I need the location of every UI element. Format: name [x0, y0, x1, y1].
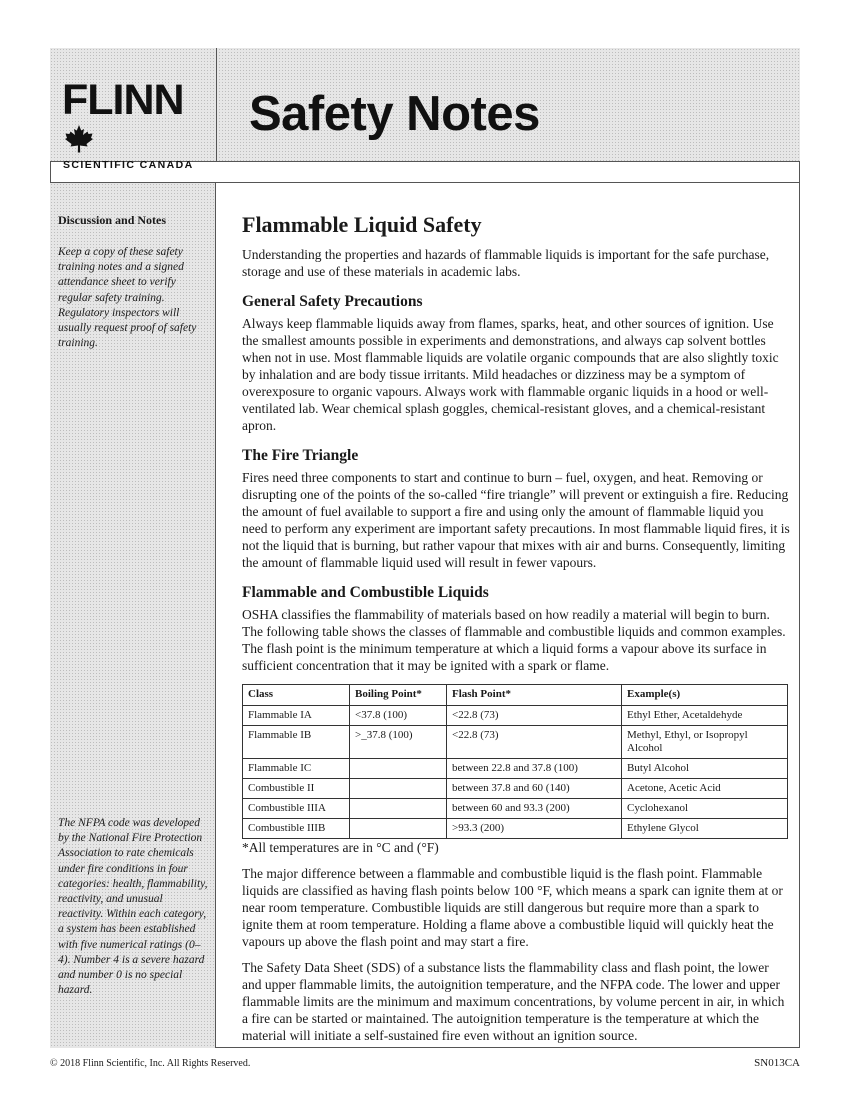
table-row: [243, 759, 788, 779]
footer-copyright: © 2018 Flinn Scientific, Inc. All Rights Reserved.: [50, 1058, 251, 1069]
table-cell: <22.8 (73): [447, 726, 622, 759]
table-row: [243, 779, 788, 799]
header-divider: [216, 48, 217, 161]
header-banner: [50, 48, 800, 171]
table-cell: Flammable IB: [243, 726, 350, 759]
table-cell: Butyl Alcohol: [622, 759, 788, 779]
table-cell: >_37.8 (100): [350, 726, 447, 759]
section-body-general: Always keep flammable liquids away from flames, sparks, heat, and other sources of ignition. Use the smallest amounts possible in experiments and demonstrations, and always cap solvent bottles when not in use. Most flammable liquids are volatile organic compounds that are also slightly toxic by inhalation and are body tissue irritants. Mild headaches or dizziness may be a symptom of overexposure to organic vapours. Always work with flammable organic liquids in a hood or well-ventilated lab. Wear chemical splash goggles, chemical-resistant gloves, and a chemical-resistant apron.: [242, 316, 779, 433]
table-cell: Cyclohexanol: [622, 799, 788, 819]
table-row: [243, 726, 788, 759]
table-cell: Methyl, Ethyl, or Isopropyl Alcohol: [622, 726, 788, 759]
intro-paragraph: Understanding the properties and hazards of flammable liquids is important for the safe purchase, storage and use of these materials in academic labs.: [242, 247, 770, 279]
logo-subtitle: SCIENTIFIC CANADA: [63, 159, 194, 171]
section-heading-general: General Safety Precautions: [242, 293, 423, 310]
table-cell: between 60 and 93.3 (200): [447, 799, 622, 819]
main-top-rule: [216, 182, 800, 183]
document-title: Flammable Liquid Safety: [242, 212, 482, 237]
table-cell: Combustible II: [243, 779, 350, 799]
table-cell: Acetone, Acetic Acid: [622, 779, 788, 799]
table-cell: Flammable IC: [243, 759, 350, 779]
table-header-cell: Example(s): [622, 685, 788, 706]
table-header-cell: Boiling Point*: [350, 685, 447, 706]
maple-leaf-icon: [64, 124, 94, 159]
table-cell: Ethylene Glycol: [622, 819, 788, 839]
table-header-cell: Flash Point*: [447, 685, 622, 706]
table-cell: <22.8 (73): [447, 706, 622, 726]
table-cell: [350, 779, 447, 799]
header-title: Safety Notes: [249, 87, 540, 141]
table-cell: Combustible IIIA: [243, 799, 350, 819]
table-row: [243, 706, 788, 726]
table-cell: Ethyl Ether, Acetaldehyde: [622, 706, 788, 726]
section-heading-fire-triangle: The Fire Triangle: [242, 447, 359, 464]
flash-point-paragraph: The major difference between a flammable and combustible liquid is the flash point. Flammable liquids are classified as having flash points below 100 °F, which means a spark can ignite them at or near room temperature. Combustible liquids are still dangerous but require more than a spark to ignite them at room temperature. Holding a flame above a combustible liquid will quickly heat the vapours up above the flash point and may start a fire.: [242, 866, 783, 949]
sds-paragraph: The Safety Data Sheet (SDS) of a substance lists the flammability class and flash point, the lower and upper flammable limits, the autoignition temperature, and the NFPA code. The lower and upper flammable limits are the minimum and maximum concentrations, by volume percent in air, in which a fire can be started or maintained. The autoignition temperature is the temperature at which the material will initiate a self-sustained fire even without an ignition source.: [242, 960, 785, 1043]
table-cell: between 37.8 and 60 (140): [447, 779, 622, 799]
logo-wordmark: FLINN: [62, 76, 184, 124]
table-cell: Flammable IA: [243, 706, 350, 726]
table-cell: <37.8 (100): [350, 706, 447, 726]
flinn-logo: [62, 76, 212, 171]
sidebar: [50, 182, 216, 1048]
table-cell: Combustible IIIB: [243, 819, 350, 839]
section-body-fire-triangle: Fires need three components to start and continue to burn – fuel, oxygen, and heat. Removing or disrupting one of the points of the so-called “fire triangle” will prevent or extinguish a fire. Reducing the amount of fuel available to support a fire and using only the amount of flammable liquid you need to perform any experiment are important safety precautions. In most flammable liquid fires, it is not the liquid that is burning, but rather vapour that mixes with air and burns. Consequently, limiting the amount of flammable liquid used will result in fewer vapours.: [242, 470, 790, 570]
section-heading-flammable-combustible: Flammable and Combustible Liquids: [242, 584, 489, 601]
main-content: [242, 208, 790, 1044]
liquid-class-table: [242, 684, 788, 839]
footer-document-code: SN013CA: [754, 1057, 800, 1069]
table-cell: [350, 799, 447, 819]
table-row: [243, 819, 788, 839]
table-row: [243, 799, 788, 819]
table-cell: >93.3 (200): [447, 819, 622, 839]
table-header-row: [243, 685, 788, 706]
table-cell: between 22.8 and 37.8 (100): [447, 759, 622, 779]
sidebar-note-training: Keep a copy of these safety training notes and a signed attendance sheet to verify regular safety training. Regulatory inspectors will usually request proof of safety training.: [58, 246, 197, 350]
table-cell: [350, 819, 447, 839]
sidebar-heading: Discussion and Notes: [58, 213, 167, 227]
table-footnote: *All temperatures are in °C and (°F): [242, 840, 439, 855]
table-cell: [350, 759, 447, 779]
table-header-cell: Class: [243, 685, 350, 706]
sidebar-note-nfpa: The NFPA code was developed by the National Fire Protection Association to rate chemicals under fire conditions in four categories: health, flammability, reactivity, and unusual reactivity. Within each category, a system has been established with five numerical ratings (0–4). Number 4 is a severe hazard and number 0 is no special hazard.: [58, 817, 208, 997]
section-body-flammable-combustible: OSHA classifies the flammability of materials based on how readily a material will begin to burn. The following table shows the classes of flammable and combustible liquids and common examples. The flash point is the minimum temperature at which a liquid forms a vapour above its surface in sufficient concentration that it may be ignited with a spark or flame.: [242, 607, 786, 673]
